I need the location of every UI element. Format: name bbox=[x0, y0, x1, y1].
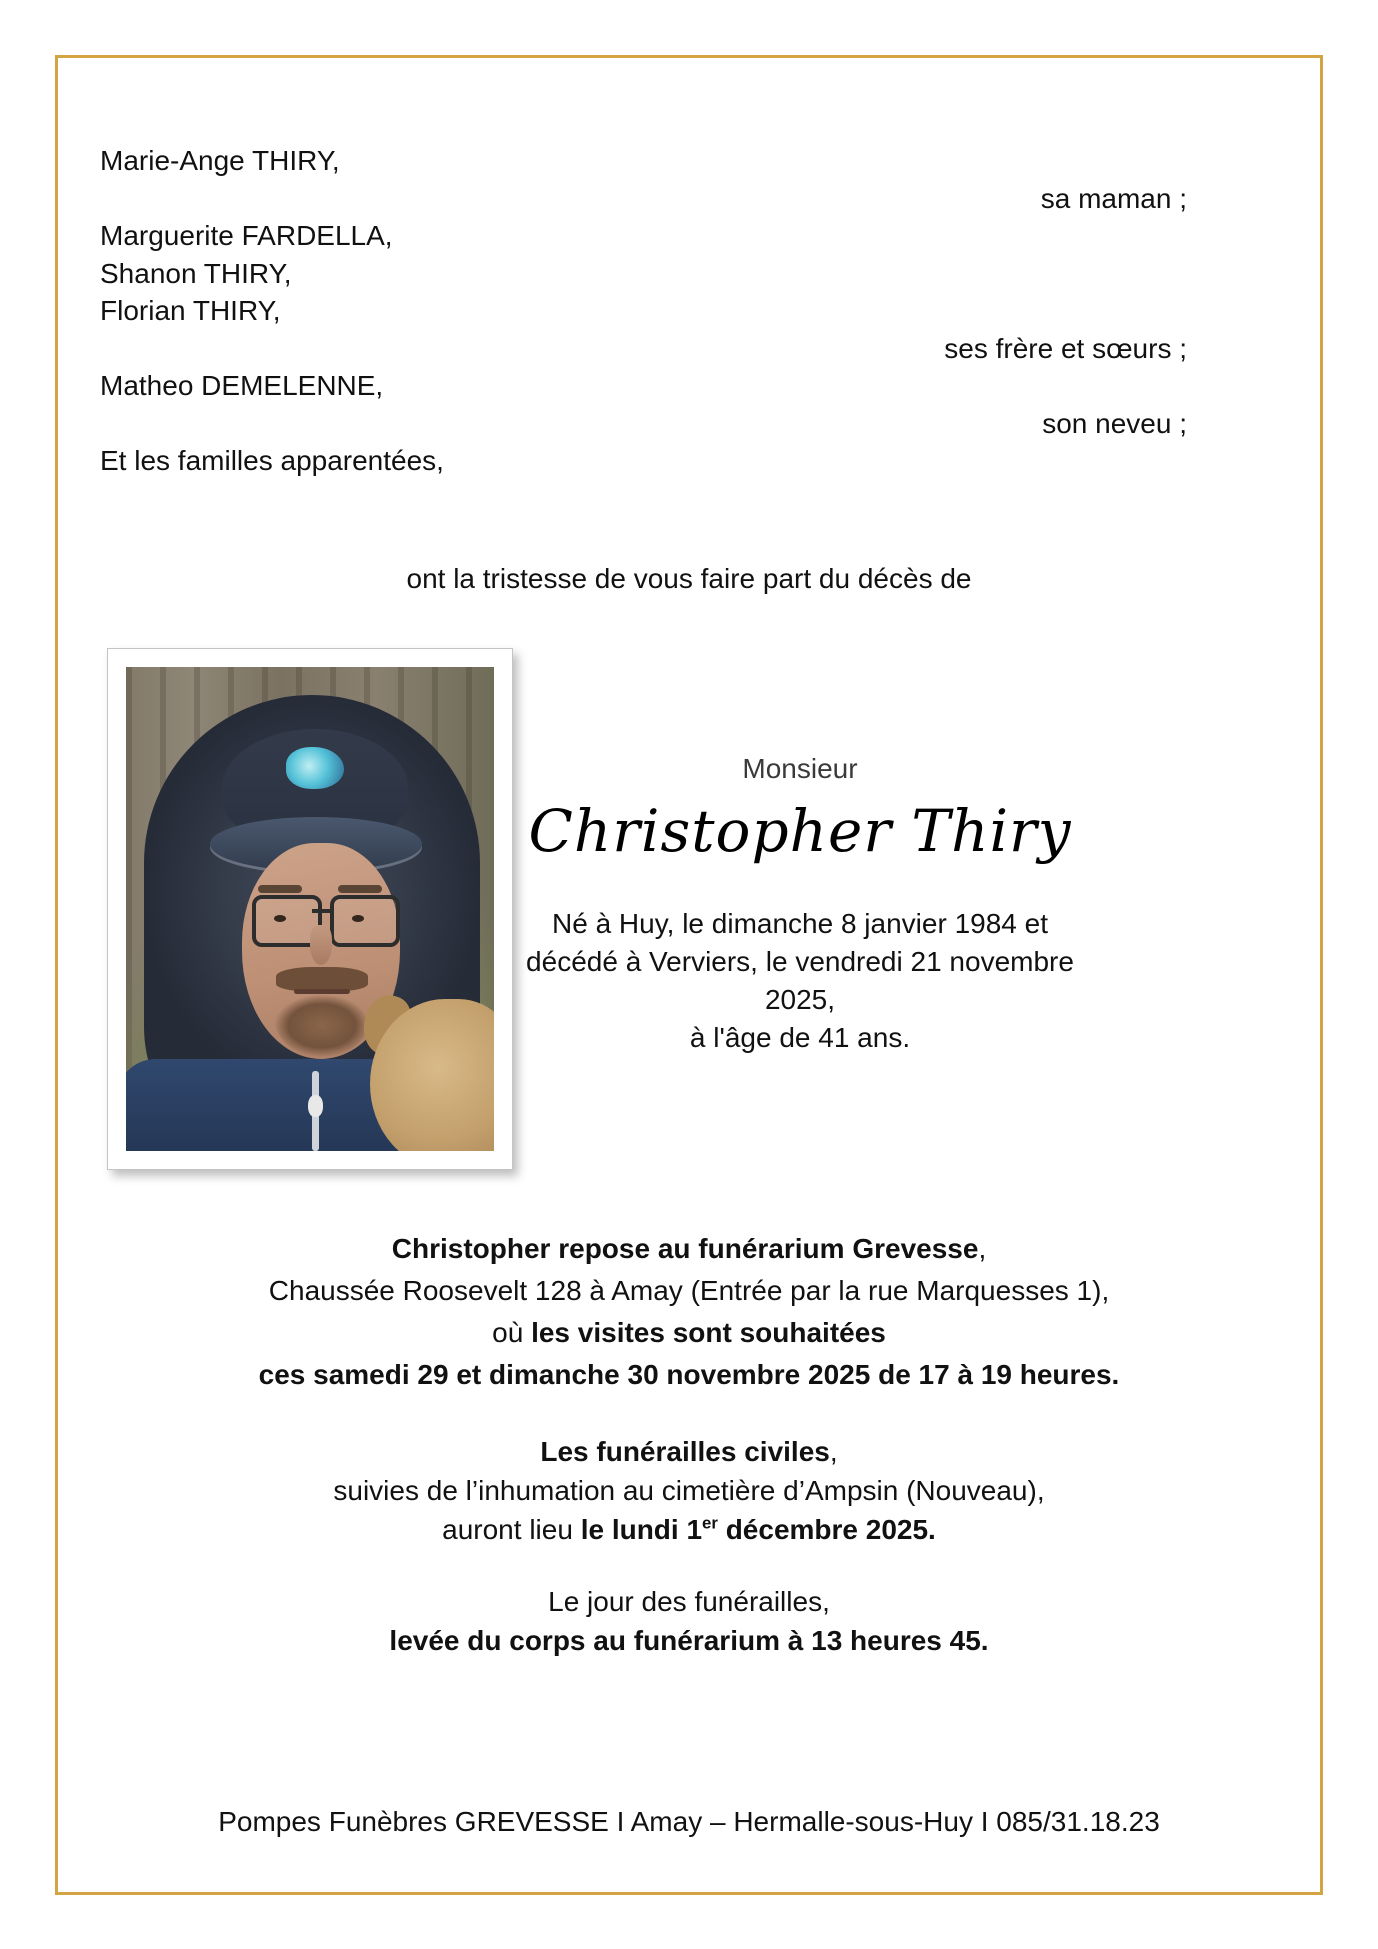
visitation-address-line: Chaussée Roosevelt 128 à Amay (Entrée par la rue Marquesses 1), bbox=[268, 1275, 1110, 1306]
family-announcers-block bbox=[100, 142, 1187, 480]
family-member-name: Marie-Ange THIRY, bbox=[100, 145, 340, 176]
funeral-block bbox=[0, 1432, 1378, 1549]
visitation-block bbox=[0, 1228, 1378, 1396]
family-relation-label: ses frère et sœurs ; bbox=[944, 332, 1187, 364]
visitation-location-line bbox=[0, 1228, 1378, 1270]
family-relation-label: sa maman ; bbox=[1040, 182, 1187, 214]
departure-block bbox=[0, 1582, 1378, 1660]
photo-glasses-bridge bbox=[312, 909, 332, 913]
death-announcement-line: ont la tristesse de vous faire part du décès de bbox=[406, 563, 972, 594]
photo-glasses-lens bbox=[330, 895, 400, 947]
departure-time-line: levée du corps au funérarium à 13 heures 45. bbox=[389, 1625, 989, 1656]
deceased-honorific: Monsieur bbox=[742, 753, 858, 784]
photo-mouth bbox=[294, 989, 350, 994]
funeral-date-day: le lundi 1 bbox=[580, 1514, 703, 1545]
family-member-name: Shanon THIRY, bbox=[100, 257, 292, 289]
deceased-name-script: Christopher Thiry bbox=[528, 797, 1072, 865]
family-relation-label: son neveu ; bbox=[1042, 407, 1187, 439]
family-member-name: Matheo DEMELENNE, bbox=[100, 370, 384, 401]
funeral-type-line bbox=[0, 1432, 1378, 1471]
photo-eyebrow bbox=[338, 885, 382, 893]
visitation-location-bold: Christopher repose au funérarium Grevesse bbox=[391, 1233, 979, 1264]
birth-line: Né à Huy, le dimanche 8 janvier 1984 et bbox=[552, 908, 1048, 939]
portrait-photo bbox=[126, 667, 494, 1151]
funeral-date-prefix: auront lieu bbox=[442, 1514, 581, 1545]
visitation-wish-bold: les visites sont souhaitées bbox=[531, 1317, 886, 1348]
age-line: à l'âge de 41 ans. bbox=[689, 1022, 911, 1053]
birth-death-block bbox=[520, 905, 1080, 1057]
photo-cap-logo bbox=[286, 747, 344, 789]
funeral-home-footer: Pompes Funèbres GREVESSE I Amay – Hermalle-sous-Huy I 085/31.18.23 bbox=[218, 1806, 1160, 1837]
family-member-name: Marguerite FARDELLA, bbox=[100, 220, 393, 251]
photo-eye bbox=[274, 915, 286, 922]
photo-eye bbox=[352, 915, 364, 922]
photo-mustache bbox=[276, 967, 368, 991]
departure-day-line: Le jour des funérailles, bbox=[548, 1586, 830, 1617]
death-line: décédé à Verviers, le vendredi 21 novembre 2025, bbox=[526, 946, 1074, 1015]
funeral-date-line bbox=[0, 1510, 1378, 1549]
related-families-line: Et les familles apparentées, bbox=[100, 445, 444, 476]
funeral-burial-line: suivies de l’inhumation au cimetière d’Ampsin (Nouveau), bbox=[333, 1475, 1045, 1506]
portrait-photo-frame bbox=[107, 648, 513, 1170]
visitation-wish-prefix: où bbox=[492, 1317, 532, 1348]
photo-nose bbox=[310, 925, 332, 965]
deceased-identity-block bbox=[520, 753, 1080, 1057]
funeral-date-ordinal: er bbox=[702, 1513, 718, 1533]
funeral-type-bold: Les funérailles civiles bbox=[540, 1436, 830, 1467]
photo-eyebrow bbox=[258, 885, 302, 893]
funeral-date-month: décembre 2025. bbox=[717, 1514, 936, 1545]
visitation-schedule-line: ces samedi 29 et dimanche 30 novembre 2025 de 17 à 19 heures. bbox=[258, 1359, 1120, 1390]
visitation-location-comma: , bbox=[978, 1233, 987, 1264]
funeral-date-bold bbox=[581, 1514, 936, 1545]
photo-zipper-pull bbox=[308, 1095, 323, 1117]
funeral-type-comma: , bbox=[829, 1436, 838, 1467]
visitation-wish-line bbox=[0, 1312, 1378, 1354]
family-member-name: Florian THIRY, bbox=[100, 295, 281, 326]
